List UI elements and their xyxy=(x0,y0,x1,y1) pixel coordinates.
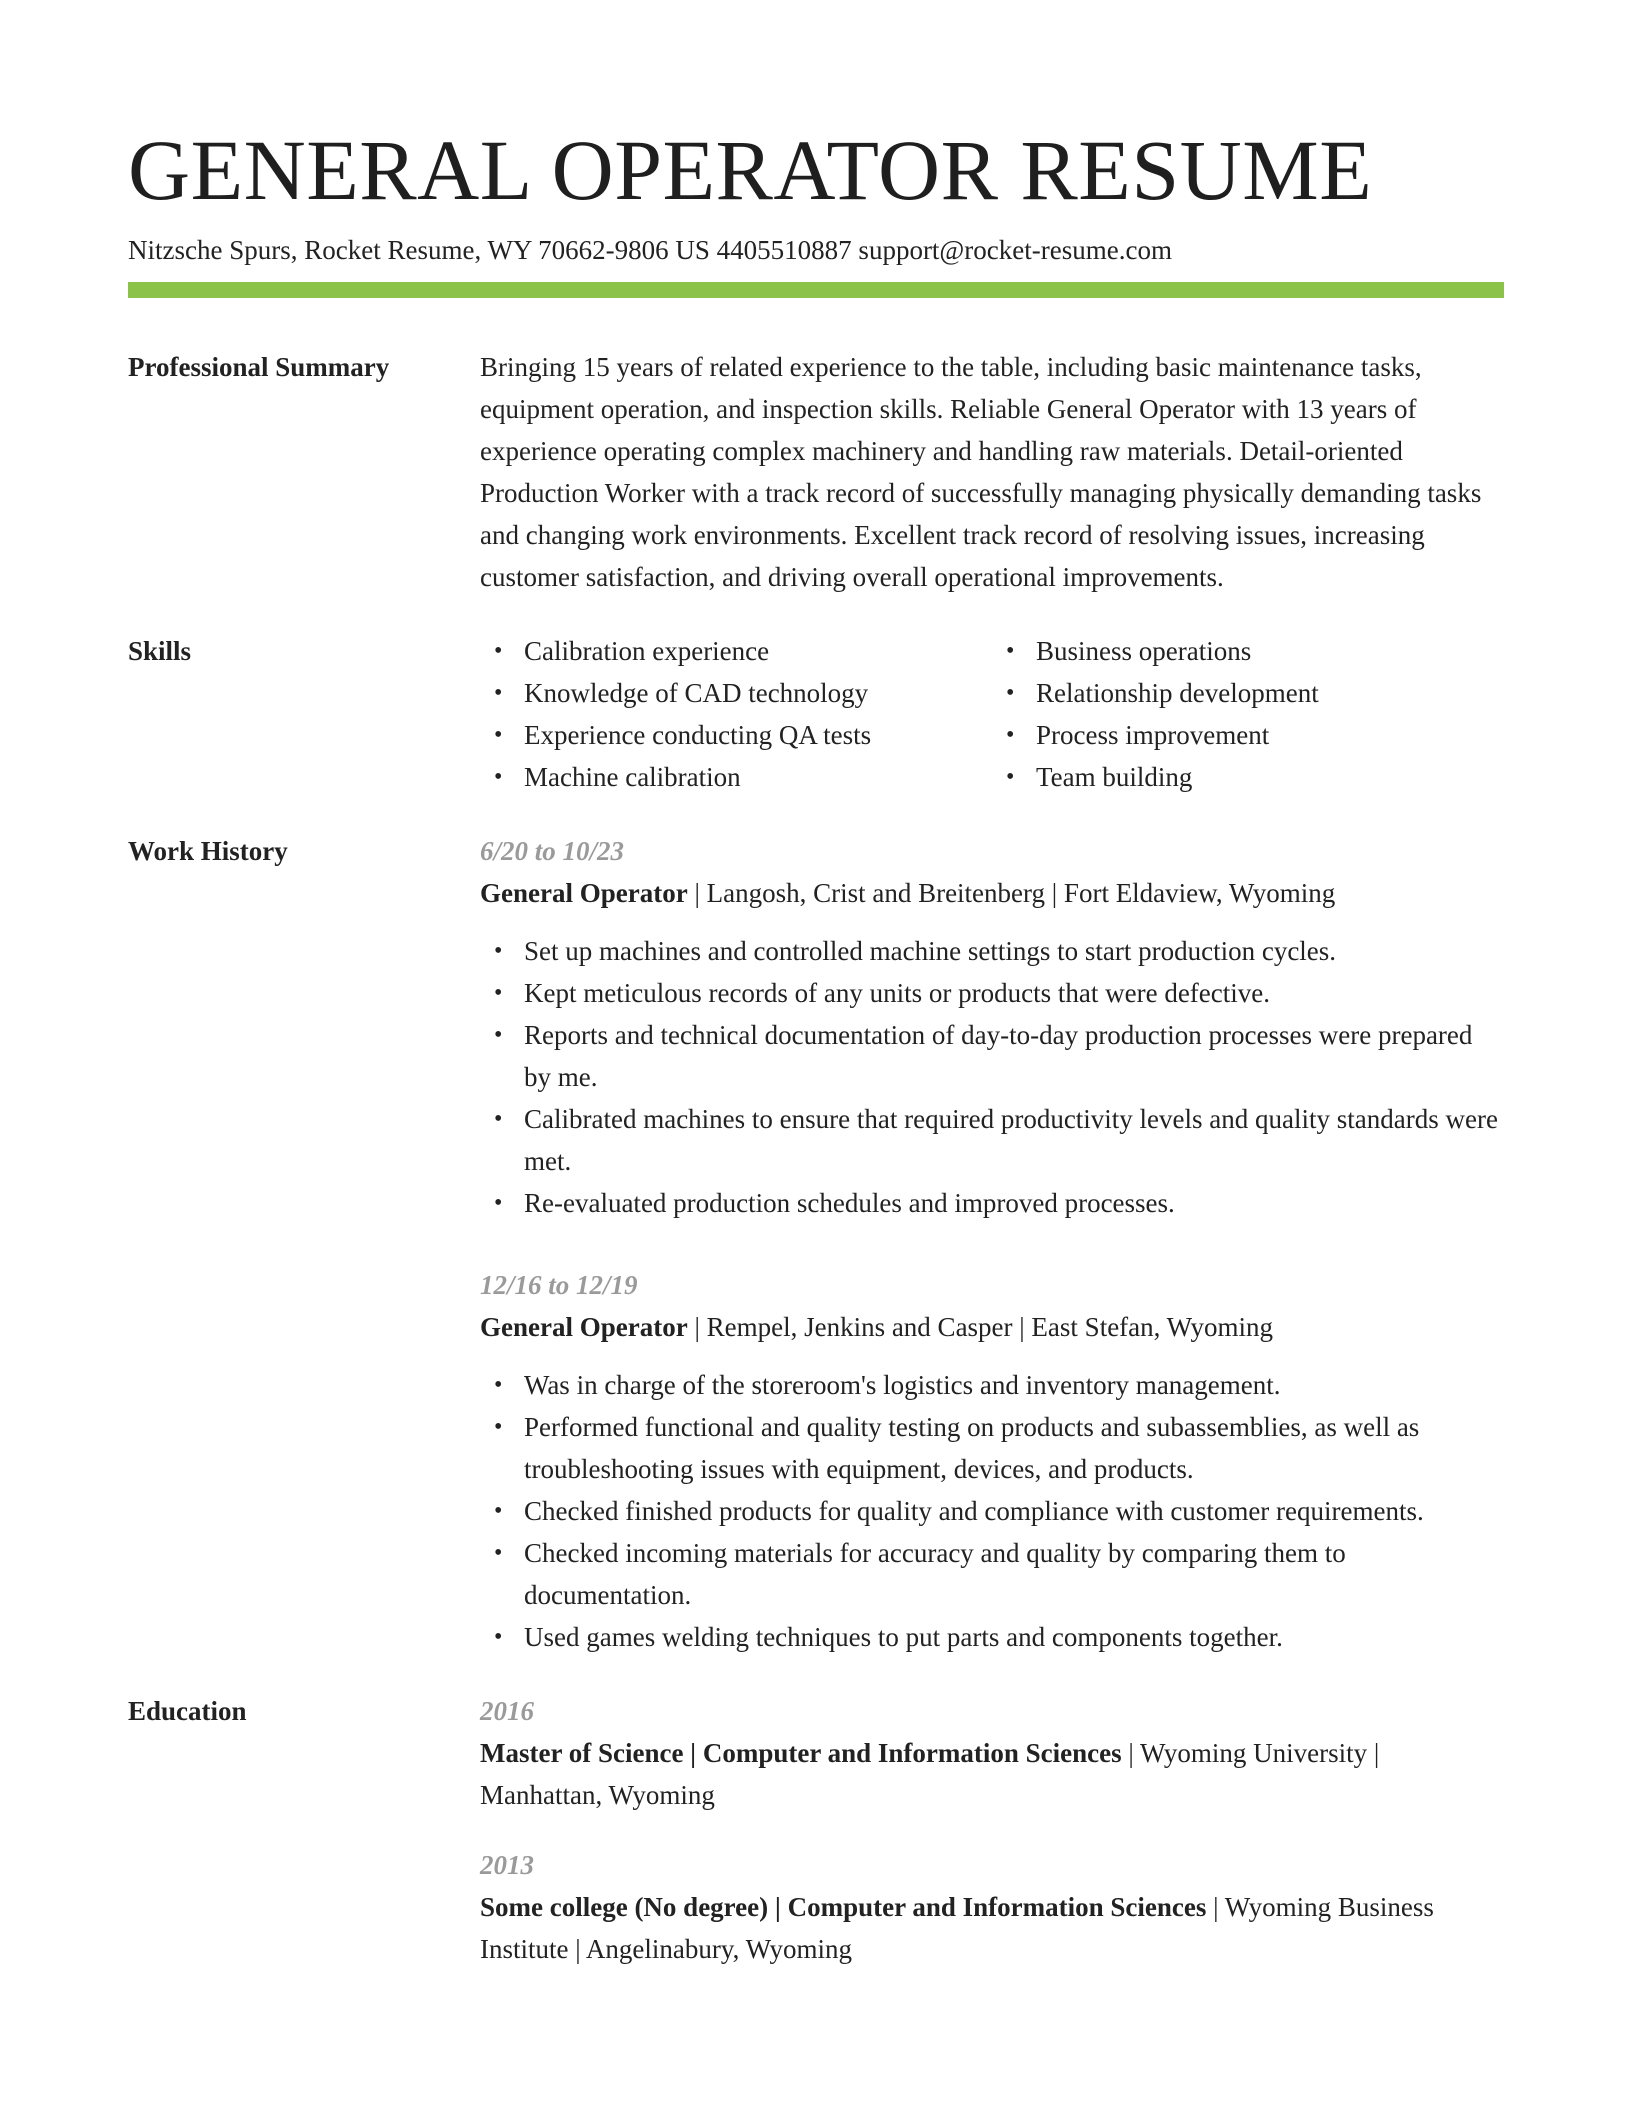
job-heading xyxy=(480,872,1504,914)
job-entry xyxy=(480,1264,1504,1658)
school-location: | Wyoming Business Institute | Angelinabury, Wyoming xyxy=(480,1892,1434,1964)
skills-section xyxy=(128,630,1504,798)
education-details xyxy=(480,1732,1504,1816)
education-year: 2013 xyxy=(480,1850,534,1880)
job-duty: • Was in charge of the storeroom's logistics and inventory management. xyxy=(524,1364,1504,1406)
job-duty: • Re-evaluated production schedules and improved processes. xyxy=(524,1182,1504,1224)
job-duties-list xyxy=(480,1364,1504,1658)
school-location: | Wyoming University | Manhattan, Wyoming xyxy=(480,1738,1380,1810)
degree-title: Some college (No degree) | Computer and Information Sciences xyxy=(480,1892,1207,1922)
job-title: General Operator xyxy=(480,1312,688,1342)
skill-item: • Team building xyxy=(1036,756,1504,798)
section-label-work: Work History xyxy=(128,836,288,866)
skill-item: • Business operations xyxy=(1036,630,1504,672)
job-duty: • Used games welding techniques to put parts and components together. xyxy=(524,1616,1504,1658)
skill-item: • Calibration experience xyxy=(524,630,992,672)
skills-list-left xyxy=(480,630,992,798)
job-duty: • Checked incoming materials for accuracy and quality by comparing them to documentation. xyxy=(524,1532,1504,1616)
professional-summary-section xyxy=(128,346,1504,598)
skills-list-right xyxy=(992,630,1504,798)
resume-page xyxy=(128,120,1504,1970)
job-employer-location: | Langosh, Crist and Breitenberg | Fort Eldaview, Wyoming xyxy=(687,878,1336,908)
job-entry xyxy=(480,830,1504,1224)
skill-item: • Machine calibration xyxy=(524,756,992,798)
degree-title: Master of Science | Computer and Information Sciences xyxy=(480,1738,1122,1768)
job-dates: 6/20 to 10/23 xyxy=(480,836,625,866)
job-duties-list xyxy=(480,930,1504,1224)
job-duty: • Calibrated machines to ensure that required productivity levels and quality standards were met. xyxy=(524,1098,1504,1182)
job-employer-location: | Rempel, Jenkins and Casper | East Stefan, Wyoming xyxy=(687,1312,1274,1342)
section-label-skills: Skills xyxy=(128,636,192,666)
job-heading xyxy=(480,1306,1504,1348)
contact-line: Nitzsche Spurs, Rocket Resume, WY 70662-9806 US 4405510887 support@rocket-resume.com xyxy=(128,235,1172,265)
job-duty: • Reports and technical documentation of day-to-day production processes were prepared by me. xyxy=(524,1014,1504,1098)
job-duty: • Performed functional and quality testing on products and subassemblies, as well as troubleshooting issues with equipment, devices, and products. xyxy=(524,1406,1504,1490)
skill-item: • Process improvement xyxy=(1036,714,1504,756)
education-year: 2016 xyxy=(480,1696,534,1726)
summary-text: Bringing 15 years of related experience to the table, including basic maintenance tasks, equipment operation, and inspection skills. Reliable General Operator with 13 years of experience operating complex machinery and handling raw materials. Detail-oriented Production Worker with a track record of successfully managing physically demanding tasks and changing work environments. Excellent track record of resolving issues, increasing customer satisfaction, and driving overall operational improvements. xyxy=(480,352,1482,592)
job-duty: • Kept meticulous records of any units or products that were defective. xyxy=(524,972,1504,1014)
work-history-section xyxy=(128,830,1504,1658)
job-dates: 12/16 to 12/19 xyxy=(480,1270,638,1300)
education-entry xyxy=(480,1690,1504,1816)
accent-divider xyxy=(128,282,1504,298)
skill-item: • Knowledge of CAD technology xyxy=(524,672,992,714)
education-entry xyxy=(480,1844,1504,1970)
page-title: GENERAL OPERATOR RESUME xyxy=(128,122,1373,218)
section-label-education: Education xyxy=(128,1696,247,1726)
education-details xyxy=(480,1886,1504,1970)
job-duty: • Checked finished products for quality and compliance with customer requirements. xyxy=(524,1490,1504,1532)
section-label-summary: Professional Summary xyxy=(128,352,390,382)
skill-item: • Relationship development xyxy=(1036,672,1504,714)
skill-item: • Experience conducting QA tests xyxy=(524,714,992,756)
job-duty: • Set up machines and controlled machine settings to start production cycles. xyxy=(524,930,1504,972)
job-title: General Operator xyxy=(480,878,688,908)
education-section xyxy=(128,1690,1504,1970)
